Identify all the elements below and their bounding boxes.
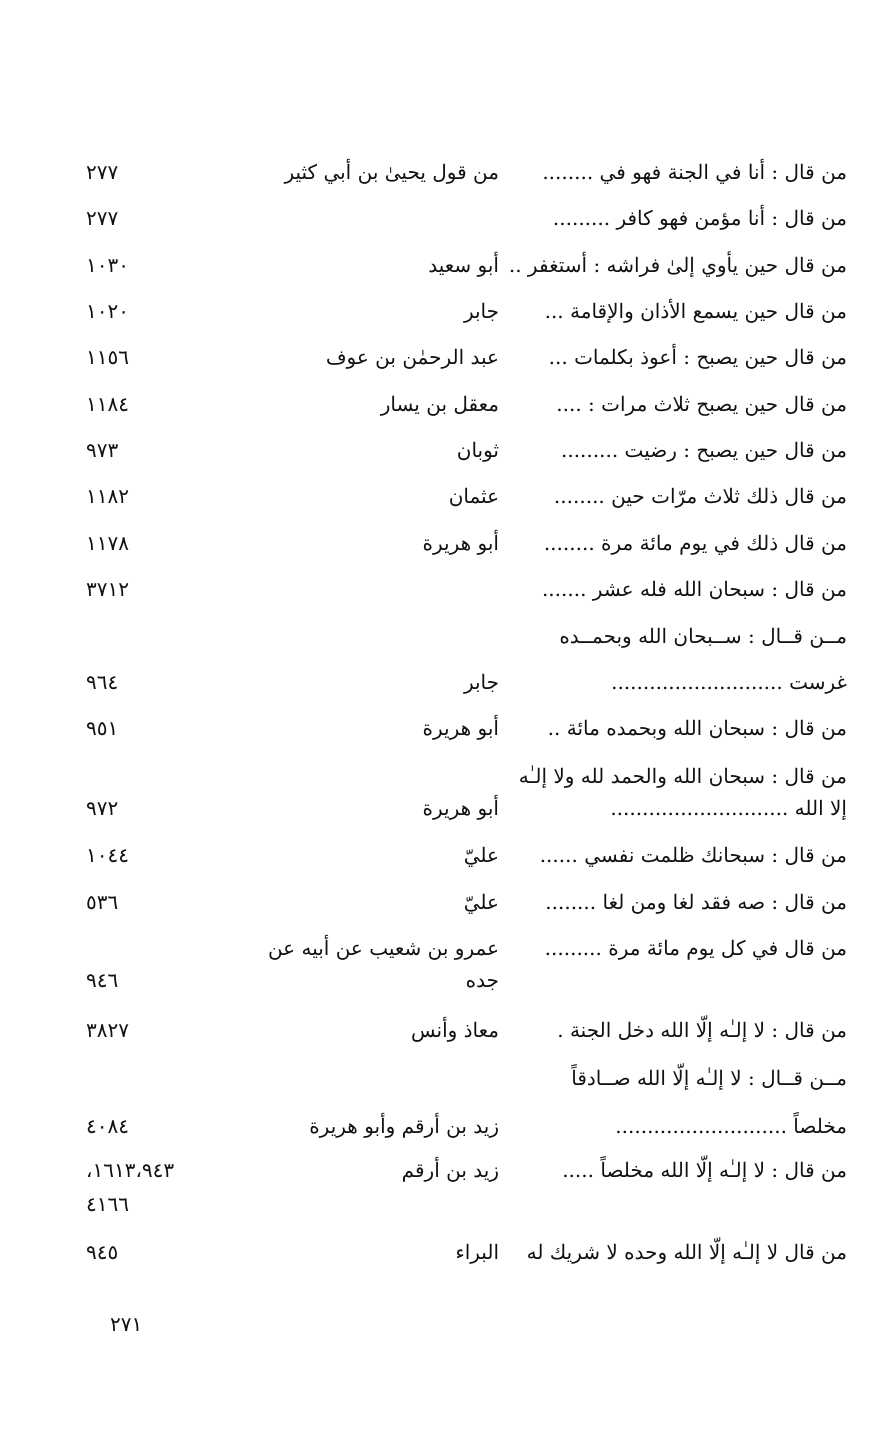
index-entry [0, 482, 891, 522]
entry-narrator: أبو هريرة [422, 796, 499, 820]
entry-number: ١٠٢٠ [86, 299, 129, 323]
entry-title: مــن قــال : لا إلـٰه إلّا الله صــادقاً [571, 1066, 847, 1090]
entry-number: ٣٧١٢ [86, 577, 129, 601]
entry-number: ٩٧٢ [86, 796, 119, 820]
index-entry-heading [0, 1064, 891, 1104]
entry-title: مــن قــال : ســبحان الله وبحمــده [559, 624, 847, 648]
entry-narrator: أبو هريرة [422, 716, 499, 740]
index-entry [0, 794, 891, 834]
entry-number: ١١٨٢ [86, 484, 129, 508]
index-entry [0, 158, 891, 198]
entry-title: من قال : سبحان الله والحمد لله ولا إلـٰه [518, 764, 847, 788]
entry-number: ٩٧٣ [86, 438, 119, 462]
index-entry [0, 888, 891, 928]
entry-title: من قال حين يأوي إلىٰ فراشه : أستغفر .. [508, 253, 847, 277]
index-entry [0, 529, 891, 569]
entry-title: إلا الله ............................ [610, 796, 847, 820]
entry-title: من قال حين يسمع الأذان والإقامة ... [544, 299, 847, 323]
entry-number-line: ٤١٦٦ [86, 1192, 129, 1216]
entry-title: من قال : صه فقد لغا ومن لغا ........ [545, 890, 847, 914]
entry-title: من قال : سبحان الله فله عشر ....... [541, 577, 847, 601]
entry-title: من قال لا إلـٰه إلّا الله وحده لا شريك له [526, 1240, 847, 1264]
entry-narrator [259, 934, 499, 994]
index-entry [0, 251, 891, 291]
entry-number: ٥٣٦ [86, 890, 119, 914]
entry-narrator: عليّ [463, 843, 499, 867]
index-entry [0, 297, 891, 337]
index-entry [0, 1156, 891, 1220]
index-entry [0, 343, 891, 383]
entry-narrator: جابر [463, 670, 499, 694]
index-entry [0, 1238, 891, 1278]
entry-narrator: أبو هريرة [422, 531, 499, 555]
index-entry-heading [0, 622, 891, 662]
index-entry [0, 436, 891, 476]
entry-title: من قال ذلك في يوم مائة مرة ........ [543, 531, 847, 555]
entry-title: من قال في كل يوم مائة مرة ......... [544, 936, 847, 960]
entry-number: ٤٠٨٤ [86, 1114, 129, 1138]
entry-title: من قال حين يصبح : أعوذ بكلمات ... [548, 345, 847, 369]
index-entry [0, 714, 891, 754]
entry-title: من قال حين يصبح : رضيت ......... [560, 438, 847, 462]
index-entry [0, 841, 891, 881]
entry-number: ٩٤٦ [86, 968, 119, 992]
index-entry [0, 390, 891, 430]
entry-number: ٢٧٧ [86, 160, 119, 184]
entry-narrator: معقل بن يسار [380, 392, 499, 416]
entry-title: من قال ذلك ثلاث مرّات حين ........ [553, 484, 847, 508]
entry-narrator: زيد بن أرقم [401, 1158, 499, 1182]
entry-narrator: ثوبان [456, 438, 499, 462]
entry-narrator: عبد الرحمٰن بن عوف [325, 345, 499, 369]
index-entry [0, 575, 891, 615]
entry-narrator: جابر [463, 299, 499, 323]
entry-title: مخلصاً ........................... [615, 1114, 847, 1138]
entry-number: ٣٨٢٧ [86, 1018, 129, 1042]
entry-number: ٢٧٧ [86, 206, 119, 230]
entry-number: ١١٥٦ [86, 345, 129, 369]
entry-narrator-line: جده [465, 968, 499, 992]
entry-narrator: معاذ وأنس [411, 1018, 499, 1042]
entry-title: من قال : لا إلـٰه إلّا الله مخلصاً ..... [562, 1158, 847, 1182]
entry-narrator: زيد بن أرقم وأبو هريرة [309, 1114, 499, 1138]
index-entry [0, 204, 891, 244]
entry-number: ٩٦٤ [86, 670, 119, 694]
entry-number: ٩٥١ [86, 716, 119, 740]
entry-number [86, 1156, 226, 1218]
entry-narrator: البراء [455, 1240, 499, 1264]
entry-number: ١٠٣٠ [86, 253, 129, 277]
entry-narrator: عليّ [463, 890, 499, 914]
entry-number: ٩٤٥ [86, 1240, 119, 1264]
entry-title: من قال : أنا في الجنة فهو في ........ [542, 160, 847, 184]
entry-number: ١١٨٤ [86, 392, 129, 416]
index-entry [0, 668, 891, 708]
index-entry [0, 1112, 891, 1152]
entry-title: من قال : أنا مؤمن فهو كافر ......... [552, 206, 847, 230]
entry-number-line: ١٦١٣،٩٤٣، [86, 1158, 175, 1182]
entry-narrator: أبو سعيد [428, 253, 499, 277]
entry-title: من قال : لا إلـٰه إلّا الله دخل الجنة . [557, 1018, 847, 1042]
entry-narrator: عثمان [448, 484, 499, 508]
entry-title: من قال : سبحانك ظلمت نفسي ...... [539, 843, 847, 867]
entry-number: ١٠٤٤ [86, 843, 129, 867]
entry-narrator: من قول يحيىٰ بن أبي كثير [284, 160, 499, 184]
entry-title: من قال : سبحان الله وبحمده مائة .. [547, 716, 847, 740]
index-entry [0, 934, 891, 1004]
entry-number: ١١٧٨ [86, 531, 129, 555]
entry-narrator-line: عمرو بن شعيب عن أبيه عن [267, 936, 499, 960]
entry-title: من قال حين يصبح ثلاث مرات : .... [556, 392, 847, 416]
page-number: ٢٧١ [110, 1312, 143, 1336]
entry-title: غرست ........................... [611, 670, 847, 694]
index-entry [0, 1016, 891, 1056]
